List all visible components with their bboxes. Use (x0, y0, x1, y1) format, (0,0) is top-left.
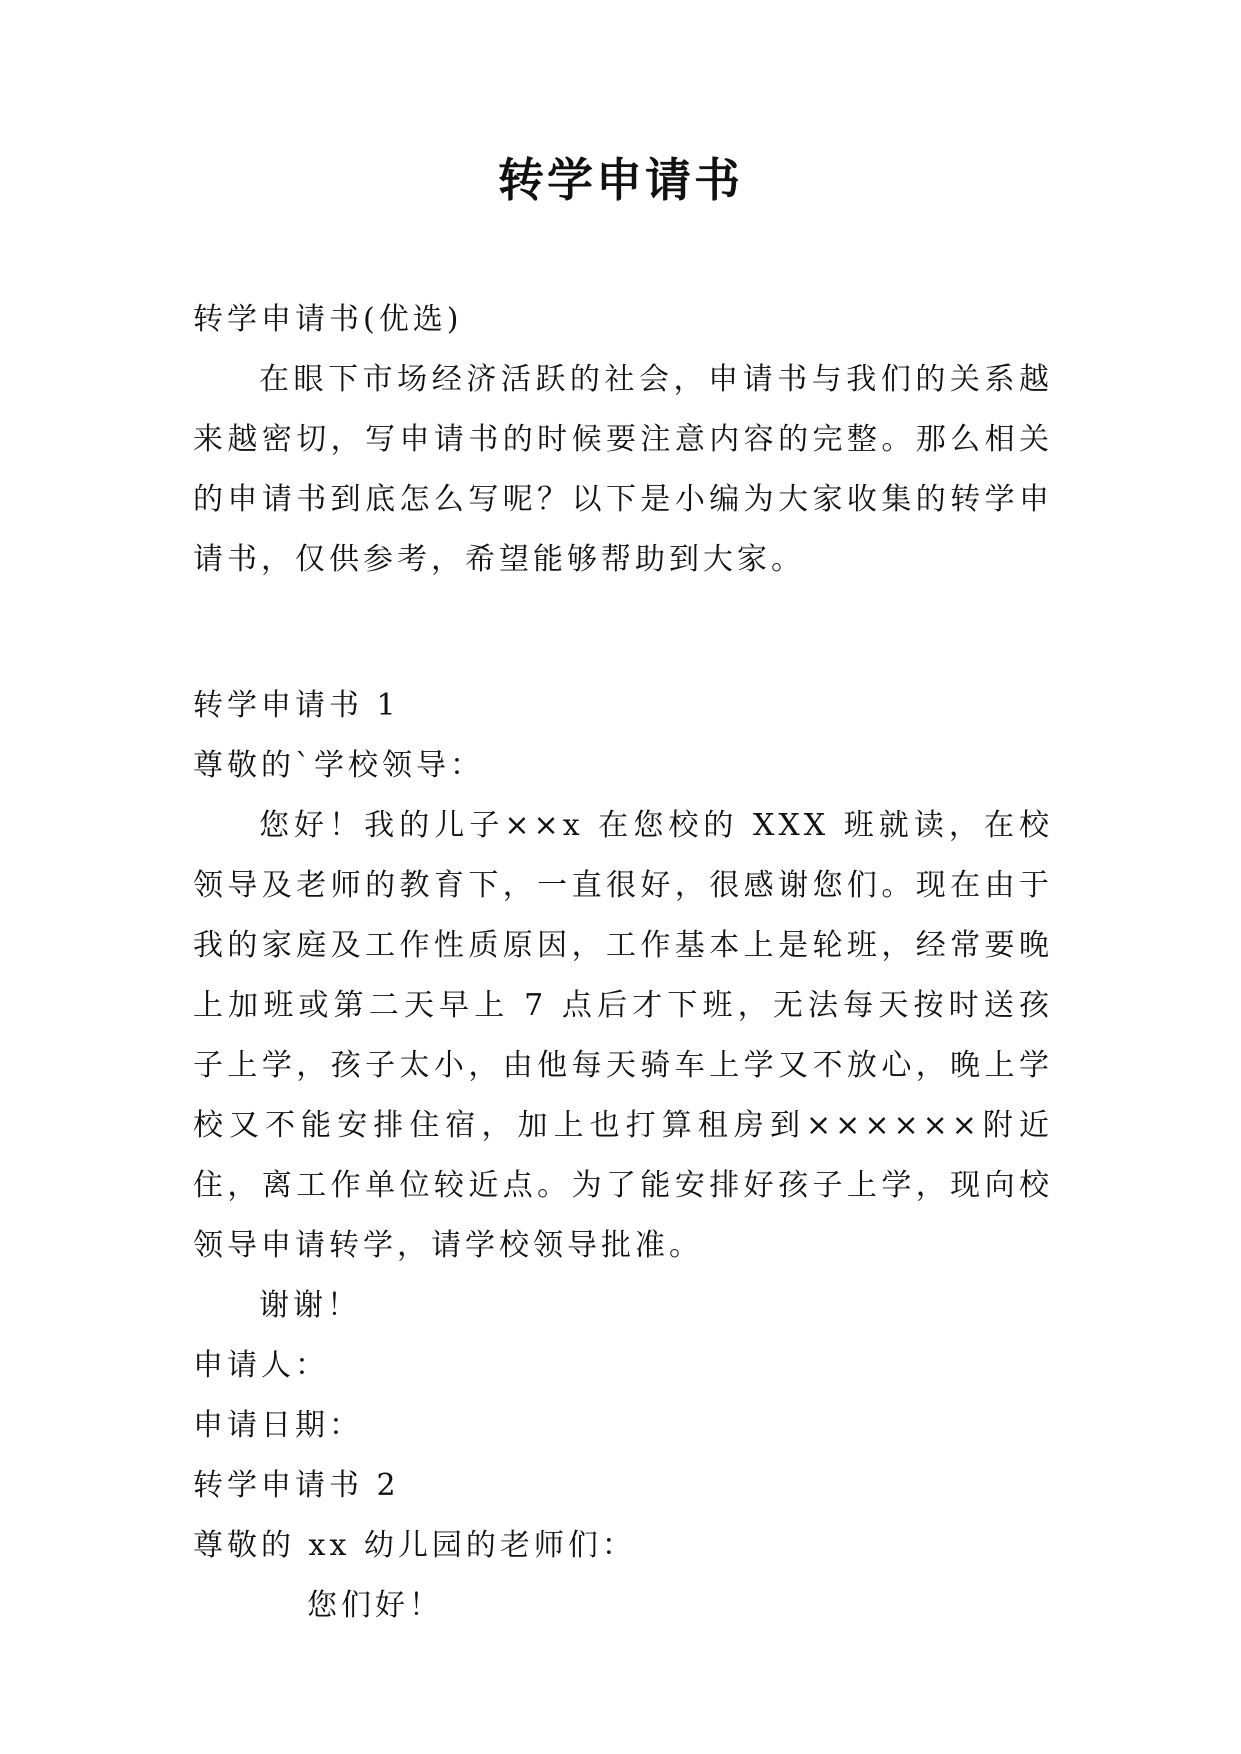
document-title: 转学申请书 (498, 153, 743, 207)
intro-paragraph: 在眼下市场经济活跃的社会，申请书与我们的关系越来越密切，写申请书的时候要注意内容的完整。那么相关的申请书到底怎么写呢？以下是小编为大家收集的转学申请书，仅供参考，希望能够帮助到大家。 (193, 362, 1053, 577)
letter2-salutation: 尊敬的 xx 幼儿园的老师们： (193, 1528, 636, 1563)
letter1-thanks: 谢谢！ (259, 1288, 361, 1323)
document-body (193, 290, 1053, 1636)
letter1-applicant: 申请人： (193, 1348, 329, 1383)
document-subtitle: 转学申请书(优选) (193, 302, 463, 337)
letter1-body: 您好！我的儿子××x 在您校的 XXX 班就读，在校领导及老师的教育下，一直很好，很感谢您们。现在由于我的家庭及工作性质原因，工作基本上是轮班，经常要晚上加班或第二天早上 7 点后才下班，无法每天按时送孩子上学，孩子太小，由他每天骑车上学又不放心，晚上学校又不能安排住宿，加上也打算租房到××××××附近住，离工作单位较近点。为了能安排好孩子上学，现向校领导申请转学，请学校领导批准。 (193, 808, 1053, 1263)
letter1-heading: 转学申请书 1 (193, 688, 400, 723)
letter2-heading: 转学申请书 2 (193, 1468, 400, 1503)
letter2-greeting: 您们好！ (307, 1588, 443, 1623)
letter1-salutation: 尊敬的`学校领导： (193, 748, 484, 783)
letter1-date: 申请日期： (193, 1408, 363, 1443)
section-gap (193, 590, 1053, 676)
